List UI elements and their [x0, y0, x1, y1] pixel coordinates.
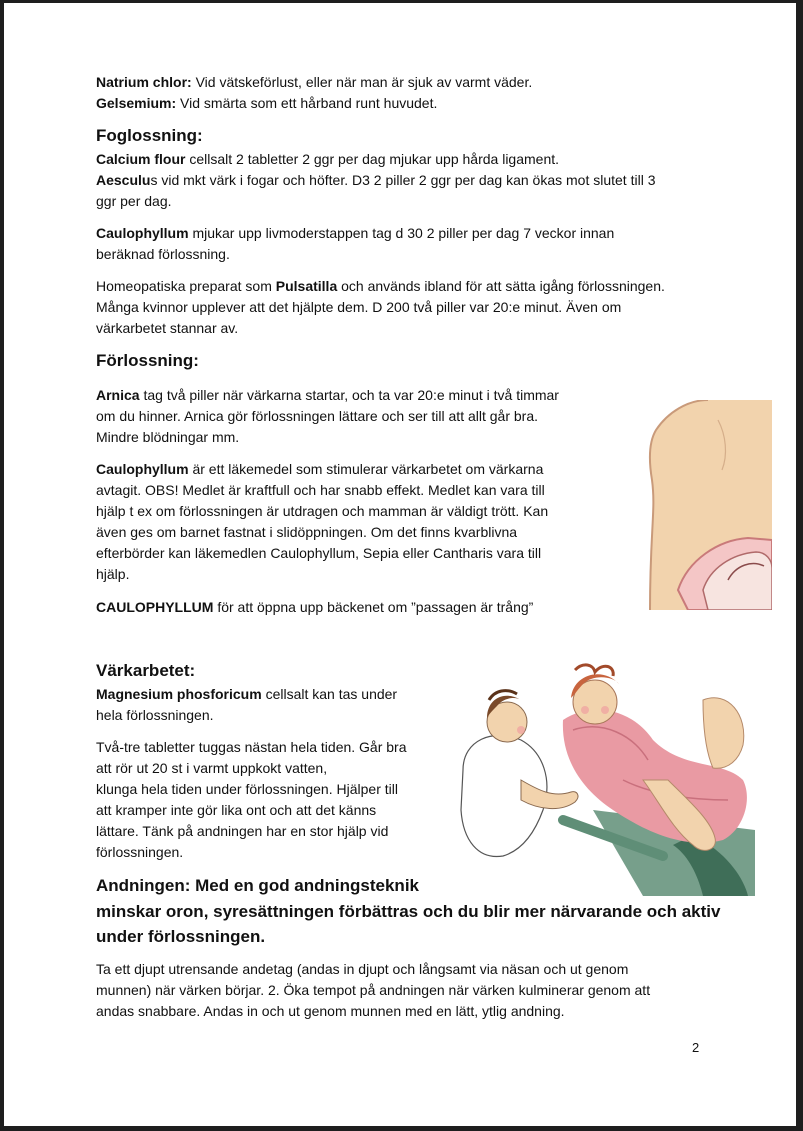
andningen-para-2: munnen) när värken börjar. 2. Öka tempot på andningen när värken kulminerar genom att — [96, 982, 651, 998]
caulophyllum-line: Caulophyllum mjukar upp livmoderstappen tag d 30 2 piller per dag 7 veckor innan — [96, 225, 615, 241]
varkarbetet-para-1: Två-tre tabletter tuggas nästan hela tiden. Går bra — [96, 739, 407, 755]
belly-illustration — [648, 400, 772, 610]
calcium-line: Calcium flour cellsalt 2 tabletter 2 ggr per dag mjukar upp hårda ligament. — [96, 151, 560, 167]
caulophyllum-line-2: beräknad förlossning. — [96, 246, 230, 262]
caulophyllum-forl-line: Caulophyllum är ett läkemedel som stimulerar värkarbetet om värkarna — [96, 461, 544, 477]
andningen-heading-3: under förlossningen. — [96, 927, 266, 946]
gelsemium-line: Gelsemium: Vid smärta som ett hårband runt huvudet. — [96, 95, 438, 111]
magnesium-line-2: hela förlossningen. — [96, 707, 214, 723]
aesculus-line: Aesculus vid mkt värk i fogar och höfter. D3 2 piller 2 ggr per dag kan ökas mot slutet till 3 — [96, 172, 656, 188]
caulophyllum-forl-line-5: efterbörder kan läkemedlen Caulophyllum, Sepia eller Cantharis vara till — [96, 545, 542, 561]
andningen-para-1: Ta ett djupt utrensande andetag (andas in djupt och långsamt via näsan och ut genom — [96, 961, 629, 977]
caulophyllum-forl-line-2: avtagit. OBS! Medlet är kraftfull och har snabb effekt. Medlet kan vara till — [96, 482, 545, 498]
caulophyllum-forl-line-3: hjälp t ex om förlossningen är utdragen och mamman är väldigt trött. Kan — [96, 503, 549, 519]
varkarbetet-para-3: klunga hela tiden under förlossningen. Hjälper till — [96, 781, 398, 797]
caulophyllum-caps-line: CAULOPHYLLUM för att öppna upp bäckenet om ”passagen är trång” — [96, 599, 534, 615]
andningen-heading-2: minskar oron, syresättningen förbättras och du blir mer närvarande och aktiv — [96, 902, 721, 921]
foglossning-heading: Foglossning: — [96, 126, 203, 145]
varkarbetet-para-2: att rör ut 20 st i varmt uppkokt vatten, — [96, 760, 328, 776]
varkarbetet-para-6: förlossningen. — [96, 844, 184, 860]
forlossning-heading: Förlossning: — [96, 351, 199, 370]
page-number: 2 — [692, 1040, 700, 1055]
aesculus-line-2: ggr per dag. — [96, 193, 172, 209]
arnica-line-2: om du hinner. Arnica gör förlossningen lättare och ser till att allt går bra. — [96, 408, 539, 424]
varkarbetet-para-5: lättare. Tänk på andningen har en stor hjälp vid — [96, 823, 389, 839]
natrium-line: Natrium chlor: Vid vätskeförlust, eller när man är sjuk av varmt väder. — [96, 74, 533, 90]
labor-illustration — [443, 660, 755, 896]
caulophyllum-forl-line-4: även ges om barnet fastnat i slidöppningen. Om det finns kvarblivna — [96, 524, 518, 540]
andningen-heading-1: Andningen: Med en god andningsteknik — [96, 876, 419, 895]
andningen-para-3: andas snabbare. Andas in och ut genom munnen med en lätt, ytlig andning. — [96, 1003, 565, 1019]
arnica-line-3: Mindre blödningar mm. — [96, 429, 240, 445]
magnesium-line: Magnesium phosforicum cellsalt kan tas under — [96, 686, 398, 702]
arnica-line: Arnica tag två piller när värkarna startar, och ta var 20:e minut i två timmar — [96, 387, 559, 403]
varkarbetet-para-4: att kramper inte gör lika ont och att det känns — [96, 802, 377, 818]
homeopatiska-line-3: värkarbetet stannar av. — [96, 320, 239, 336]
caulophyllum-forl-line-6: hjälp. — [96, 566, 130, 582]
homeopatiska-line-2: Många kvinnor upplever att det hjälpte dem. D 200 två piller var 20:e minut. Även om — [96, 299, 622, 315]
varkarbetet-heading: Värkarbetet: — [96, 661, 196, 680]
homeopatiska-line: Homeopatiska preparat som Pulsatilla och används ibland för att sätta igång förlossningen. — [96, 278, 665, 294]
